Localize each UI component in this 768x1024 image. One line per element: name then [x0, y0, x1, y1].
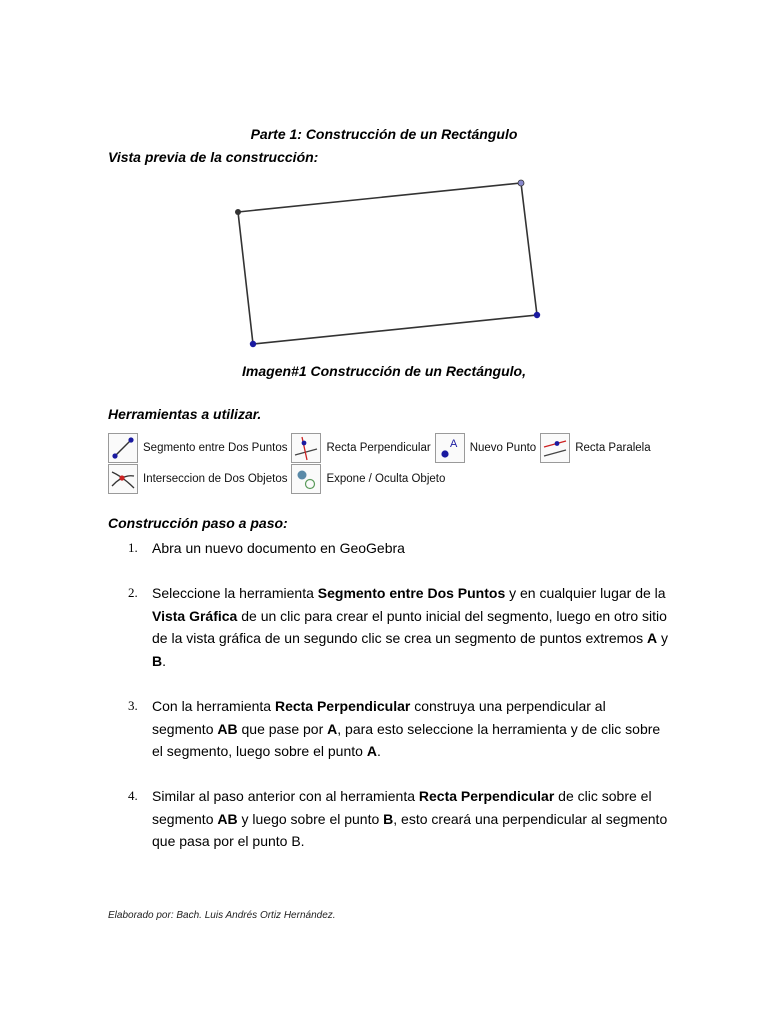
step-text-run: , para esto seleccione la herramienta y de clic sobre el segmento, luego sobre el punto [152, 720, 661, 759]
tool-label: Interseccion de Dos Objetos [143, 473, 288, 485]
tool-row-1 [108, 432, 655, 464]
step-number: 3. [128, 698, 138, 713]
point-bottom-left [250, 341, 256, 347]
tool-perpendicular [291, 433, 434, 463]
perpendicular-line-icon [291, 433, 321, 463]
step-text-run: . [376, 743, 381, 759]
step-text-run: , esto creará una perpendicular al segmento que pasa por el punto B. [152, 810, 668, 849]
tool-new-point [435, 433, 541, 463]
tool-label: Segmento entre Dos Puntos [143, 442, 288, 454]
step-text-bold: A [327, 720, 338, 737]
step-text-bold: Segmento entre Dos Puntos [317, 585, 506, 601]
tool-show-hide [291, 464, 449, 494]
tool-label: Recta Perpendicular [326, 442, 431, 454]
step-text-bold: Recta Perpendicular [274, 698, 411, 714]
tool-intersection [108, 464, 291, 494]
rectangle-shape [238, 183, 537, 344]
step-item [128, 785, 668, 853]
tool-segment [108, 433, 291, 463]
rectangle-figure [232, 175, 546, 355]
step-text-run: Con la herramienta [152, 698, 275, 714]
construction-heading: Construcción paso a paso: [108, 515, 288, 531]
tool-row-2 [108, 463, 449, 495]
new-point-icon [435, 433, 465, 463]
step-text-run: que pase por [237, 720, 328, 737]
tool-label: Nuevo Punto [469, 442, 537, 454]
step-text-run: y en cualquier lugar de la [505, 585, 666, 601]
step-text-run: Seleccione la herramienta [152, 585, 318, 601]
parallel-line-icon [540, 433, 570, 463]
step-text [152, 785, 668, 853]
step-number: 2. [128, 585, 138, 600]
figure-caption: Imagen#1 Construcción de un Rectángulo, [242, 363, 526, 379]
step-text-run: de clic sobre el segmento [152, 788, 652, 827]
point-letter: A [449, 438, 458, 450]
tools-heading: Herramientas a utilizar. [108, 406, 262, 422]
step-text-bold: Vista Gráfica [152, 607, 238, 624]
step-item [128, 695, 668, 763]
step-text-bold: B [152, 652, 163, 669]
step-text [152, 695, 668, 763]
preview-label: Vista previa de la construcción: [108, 149, 319, 165]
tool-parallel [540, 433, 654, 463]
point-top-left [235, 209, 241, 215]
step-text [152, 537, 668, 560]
step-text-bold: A [646, 630, 658, 646]
segment-icon [108, 433, 138, 463]
step-text-run: y [657, 630, 668, 646]
step-item [128, 582, 668, 672]
step-number: 4. [128, 788, 138, 803]
tool-label: Recta Paralela [575, 442, 651, 454]
footer-credit: Elaborado por: Bach. Luis Andrés Ortiz Hernández. [108, 910, 336, 921]
step-number: 1. [128, 540, 138, 555]
tool-label: Expone / Oculta Objeto [326, 473, 446, 485]
step-text-run: . [162, 652, 167, 669]
show-hide-object-icon [291, 464, 321, 494]
intersection-icon [108, 464, 138, 494]
step-text-bold: B [383, 810, 394, 827]
step-item [128, 537, 668, 560]
page-title: Parte 1: Construcción de un Rectángulo [250, 126, 518, 142]
step-text-bold: A [366, 743, 377, 759]
step-text-run: construya una perpendicular al segmento [152, 698, 606, 737]
step-text-bold: AB [217, 810, 238, 827]
step-text-run: de un clic para crear el punto inicial del segmento, luego en otro sitio de la vista gráfica de un segundo clic se crea un segmento de puntos extremos [152, 607, 667, 646]
point-top-right [518, 180, 524, 186]
step-text-run: Similar al paso anterior con al herramienta [152, 788, 419, 804]
step-text-run: Abra un nuevo documento en GeoGebra [152, 540, 405, 556]
point-bottom-right [534, 312, 540, 318]
step-text-bold: AB [217, 720, 238, 737]
step-text [152, 582, 668, 672]
step-text-bold: Recta Perpendicular [418, 788, 555, 804]
step-text-run: y luego sobre el punto [237, 810, 384, 827]
